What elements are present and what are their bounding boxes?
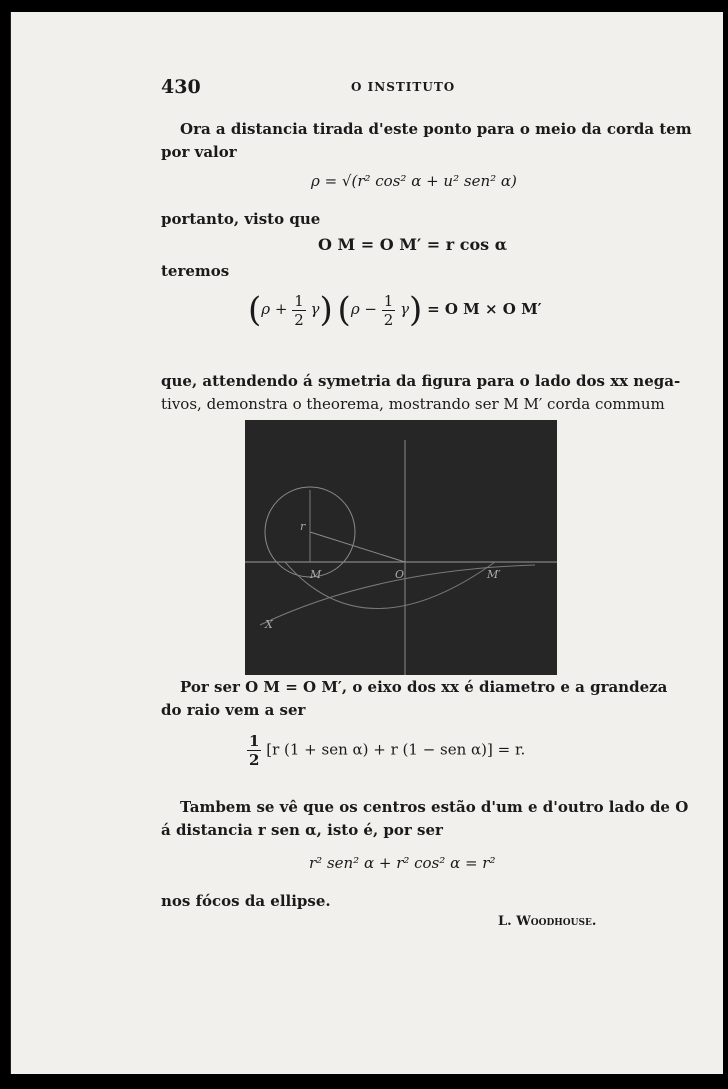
author-signature: L. Woodhouse. <box>498 914 597 929</box>
geometry-figure <box>245 420 557 675</box>
equation-product: (ρ + $\frac{1}{2}$ γ) (ρ − $\frac{1}{2}$ γ) = O M × O M′ <box>248 290 542 330</box>
paragraph-2-line-1: que, attendendo á symetria da figura para o lado dos xx nega- <box>161 372 681 390</box>
figure-label-m: M <box>310 568 322 581</box>
paragraph-2-line-2: tivos, demonstra o theorema, mostrando ser M M′ corda commum <box>161 395 665 413</box>
running-title: O INSTITUTO <box>351 80 456 94</box>
page <box>10 12 723 1074</box>
teremos-line: teremos <box>161 262 230 280</box>
radius-line <box>310 532 405 562</box>
paragraph-1-line-1: Ora a distancia tirada d'este ponto para o meio da corda tem <box>180 120 692 138</box>
portanto-line: portanto, visto que <box>161 210 321 228</box>
figure-label-m-prime: M′ <box>487 568 501 581</box>
paragraph-1-line-2: por valor <box>161 143 237 161</box>
equation-rho: ρ = √(r² cos² α + u² sen² α) <box>311 172 517 190</box>
paragraph-3-line-1: Por ser O M = O M′, o eixo dos xx é diametro e a grandeza <box>180 678 668 696</box>
paragraph-4-line-1: Tambem se vê que os centros estão d'um e d'outro lado de O <box>180 798 689 816</box>
paragraph-4-line-2: á distancia r sen α, isto é, por ser <box>161 821 443 839</box>
paragraph-5-line-1: nos fócos da ellipse. <box>161 892 331 910</box>
equation-om: O M = O M′ = r cos α <box>318 235 508 254</box>
equation-radius: $\frac{1}{2}$ [r (1 + sen α) + r (1 − sen α)] = r. <box>249 732 526 769</box>
page-number: 430 <box>161 76 201 98</box>
equation-radius-body: [r (1 + sen α) + r (1 − sen α)] = r. <box>266 740 526 759</box>
equation-product-rhs: = O M × O M′ <box>427 300 542 318</box>
figure-label-o: O <box>395 568 405 581</box>
equation-identity: r² sen² α + r² cos² α = r² <box>309 854 496 872</box>
paragraph-3-line-2: do raio vem a ser <box>161 701 306 719</box>
figure-label-x: X <box>265 618 273 631</box>
figure-drawing <box>245 420 557 675</box>
figure-label-r: r <box>300 520 306 533</box>
